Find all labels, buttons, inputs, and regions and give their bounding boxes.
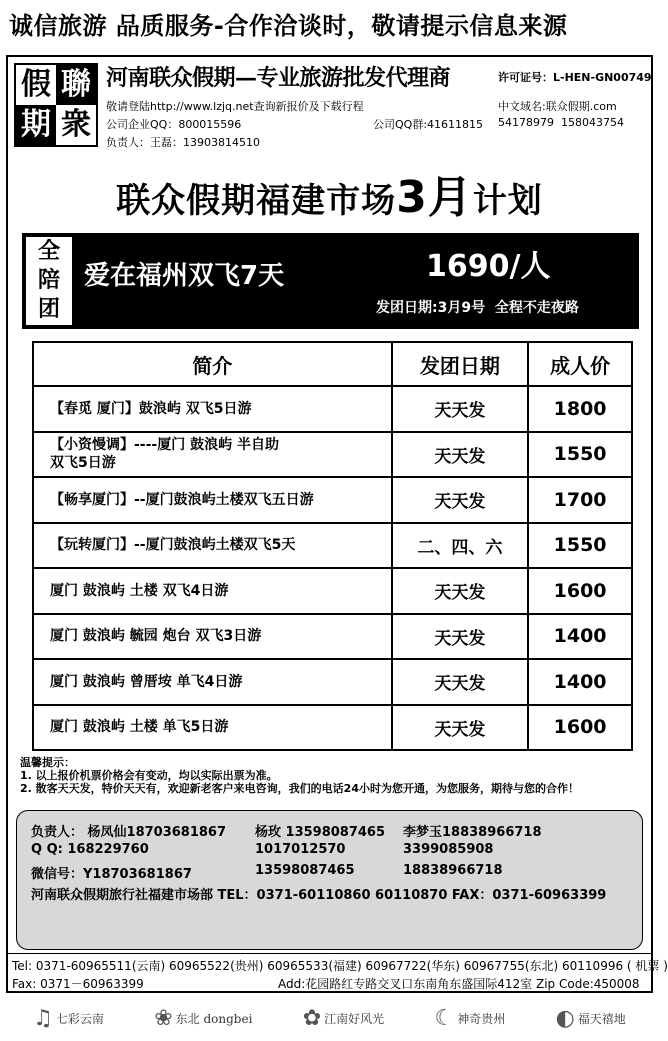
note-item-1: 1. 以上报价机票价格会有变动，均以实际出票为准。 [20,769,278,782]
tour-description-line-2: 双飞5日游 [50,455,116,472]
tour-description: 厦门 鼓浪屿 毓园 炮台 双飞3日游 [33,614,392,660]
contact-wechat-2: 13598087465 [255,863,355,878]
partner-logo-yunnan: ♫ 七彩云南 [33,1005,104,1031]
tour-description [33,432,392,478]
logo-char-2: 聯 [56,65,96,105]
contact-wechat-1: 微信号：Y18703681867 [31,867,192,882]
page-title [8,161,651,225]
contact-manager-2: 杨玫 13598087465 [255,825,386,840]
tour-departure: 天天发 [392,568,529,614]
featured-note: 全程不走夜路 [494,300,579,316]
tour-price: 1600 [528,568,632,614]
note-item-2: 2. 散客天天发，特价天天有，欢迎新老客户来电咨询，我们的电话24小时为您开通，为您服务，期待与您的合作！ [20,782,579,795]
tour-departure: 天天发 [392,386,529,432]
featured-tour-date [376,297,579,317]
music-note-icon: ♫ [33,1005,53,1031]
badge-char-2: 陪 [37,267,60,293]
qq-group-3: 158043754 [561,116,624,129]
contact-qq-2: 1017012570 [255,842,346,857]
tour-description-line-1: 【小资慢调】----厦门 鼓浪屿 半自助 [50,437,279,454]
tour-description: 厦门 鼓浪屿 曾厝垵 单飞4日游 [33,659,392,705]
chinese-domain: 中文域名:联众假期.com [498,100,617,113]
notes-title: 温馨提示： [20,756,75,769]
contact-qq-1: Q Q: 168229760 [31,842,149,857]
tour-price-table [32,341,633,751]
featured-tour-price: 1690/人 [426,249,551,284]
header-adult-price: 成人价 [528,342,632,386]
slogan-banner: 诚信旅游 品质服务-合作洽谈时，敬请提示信息来源 [9,12,568,40]
tour-price: 1700 [528,477,632,523]
footer-tel-line: Tel: 0371-60965511(云南) 60965522(贵州) 60965533(福建) 60967722(华东) 60967755(东北) 60110996 ( 机票 ) [12,959,668,973]
partner-logo-jiangnan: ✿ 江南好风光 [302,1005,385,1031]
partner-logos [8,995,651,1041]
tour-description: 【玩转厦门】--厦门鼓浪屿土楼双飞5天 [33,523,392,569]
tour-price: 1400 [528,659,632,705]
tour-price: 1550 [528,432,632,478]
header-departure-date: 发团日期 [392,342,529,386]
footer-divider [8,953,651,954]
swirl-icon: ◐ [555,1005,575,1031]
tour-description: 【畅享厦门】--厦门鼓浪屿土楼双飞五日游 [33,477,392,523]
reminder-notes [20,756,579,795]
partner-logo-fujian: ◐ 福天禧地 [555,1005,626,1031]
contact-box [16,810,643,950]
tour-description: 【春觅 厦门】鼓浪屿 双飞5日游 [33,386,392,432]
badge-char-1: 全 [37,238,60,264]
company-logo [14,63,98,147]
table-row [33,477,632,523]
contact-wechat-3: 18838966718 [403,863,503,878]
logo-char-3: 期 [16,105,56,145]
badge-char-3: 团 [37,297,60,323]
tour-price: 1550 [528,523,632,569]
department-contact-line: 河南联众假期旅行社福建市场部 TEL：0371-60110860 60110870 FAX：0371-60963399 [31,888,607,903]
table-row [33,386,632,432]
logo-char-1: 假 [21,67,51,102]
contact-managers: 负责人： 杨凤仙18703681867 [31,825,227,840]
table-row [33,432,632,478]
logo-char-4: 衆 [61,107,91,142]
footer-address: Add:花园路红专路交叉口东南角东盛国际412室 Zip Code:450008 [278,977,640,991]
flower-icon: ❀ [154,1005,173,1031]
tour-description: 厦门 鼓浪屿 土楼 双飞4日游 [33,568,392,614]
table-header-row [33,342,632,386]
header-description: 简介 [33,342,392,386]
tour-departure: 天天发 [392,477,529,523]
tour-type-badge [26,237,72,325]
tour-departure: 二、四、六 [392,523,529,569]
website-line: 敬请登陆http://www.lzjq.net查询新报价及下载行程 [106,100,364,113]
featured-tour-name: 爱在福州双飞7天 [84,261,285,291]
footer-fax: Fax: 0371－60963399 [12,977,144,991]
contact-manager-3: 李梦玉18838966718 [403,825,542,840]
title-prefix: 联众假期福建市场 [116,181,397,221]
tour-price: 1600 [528,705,632,751]
moon-icon: ☾ [434,1005,455,1031]
tour-description: 厦门 鼓浪屿 土楼 单飞5日游 [33,705,392,751]
table-row [33,705,632,751]
tour-departure: 天天发 [392,432,529,478]
tour-departure: 天天发 [392,659,529,705]
title-suffix: 计划 [472,181,543,221]
company-qq: 公司企业QQ：800015596 [106,118,242,131]
tour-departure: 天天发 [392,705,529,751]
featured-date-text: 发团日期:3月9号 [376,300,486,316]
partner-logo-guizhou: ☾ 神奇贵州 [434,1005,506,1031]
title-month: 3月 [396,172,473,223]
tour-price: 1800 [528,386,632,432]
license-number: 许可证号：L-HEN-GN00749 [498,71,652,84]
qq-group-2: 54178979 [498,116,554,129]
partner-logo-dongbei: ❀ 东北 dongbei [154,1005,253,1031]
company-name: 河南联众假期—专业旅游批发代理商 [106,65,451,91]
table-row [33,523,632,569]
flyer-frame [6,55,668,1031]
table-row [33,568,632,614]
contact-qq-3: 3399085908 [403,842,494,857]
tour-departure: 天天发 [392,614,529,660]
blossom-icon: ✿ [302,1005,322,1031]
table-row [33,659,632,705]
company-header [8,57,651,153]
tour-price: 1400 [528,614,632,660]
manager-line: 负责人：王磊：13903814510 [106,136,260,149]
qq-group: 公司QQ群:41611815 [373,118,484,131]
featured-tour-banner [22,233,639,329]
table-row [33,614,632,660]
